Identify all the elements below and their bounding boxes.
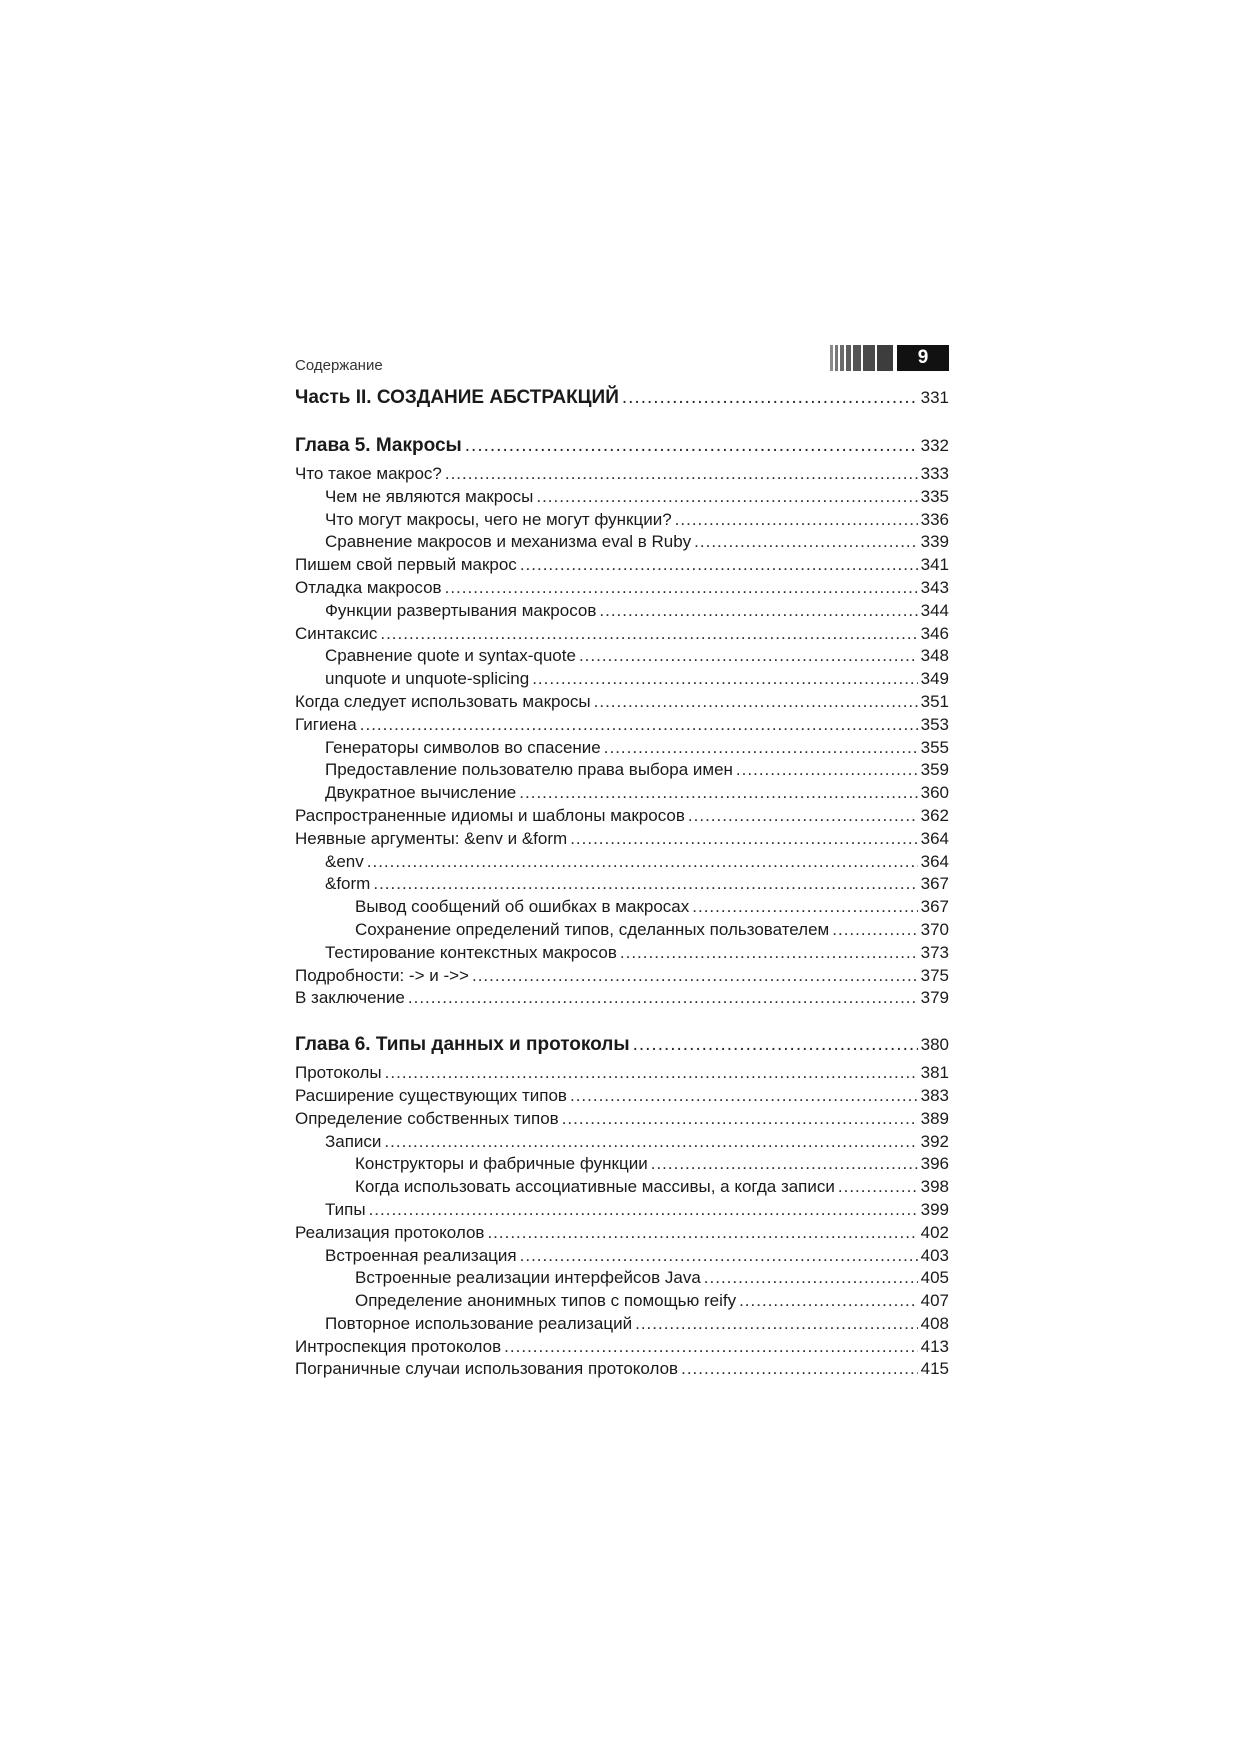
toc-entry-page: 343 [920, 577, 949, 597]
toc-entry-title: Что могут макросы, чего не могут функции? [325, 509, 672, 529]
toc-entry-page: 351 [920, 691, 949, 711]
toc-entry-page: 335 [920, 486, 949, 506]
toc-entry-page: 346 [920, 623, 949, 643]
toc-entry[interactable] [295, 645, 949, 668]
toc-entry-page: 408 [920, 1313, 949, 1333]
running-header [295, 345, 949, 373]
toc-entry[interactable] [295, 1245, 949, 1268]
toc-entry-page: 349 [920, 669, 949, 689]
toc-entry-title: Синтаксис [295, 623, 378, 643]
gradient-segment [840, 345, 844, 371]
toc-entry-page: 373 [920, 942, 949, 962]
toc-entry[interactable] [295, 1358, 949, 1381]
page-number-bar [830, 345, 949, 371]
toc-entry[interactable] [295, 486, 949, 509]
leader-dots [373, 873, 917, 896]
toc-entry[interactable] [295, 1199, 949, 1222]
toc-entry[interactable] [295, 623, 949, 646]
toc-entry-title: Сравнение quote и syntax-quote [325, 646, 576, 666]
leader-dots [520, 554, 918, 577]
toc-entry-title: Глава 5. Макросы [295, 435, 462, 456]
toc-entry-page: 364 [920, 851, 949, 871]
leader-dots [694, 531, 917, 554]
toc-entry[interactable] [295, 463, 949, 486]
toc-entry-title: Повторное использование реализаций [325, 1313, 633, 1333]
leader-dots [445, 577, 918, 600]
toc-entry[interactable] [295, 851, 949, 874]
toc-entry[interactable] [295, 873, 949, 896]
toc-entry-title: Определение собственных типов [295, 1108, 559, 1128]
toc-entry-page: 398 [920, 1177, 949, 1197]
leader-dots [367, 851, 918, 874]
toc-entry-page: 383 [920, 1085, 949, 1105]
toc-entry[interactable] [295, 1267, 949, 1290]
toc-entry-title: unquote и unquote-splicing [325, 669, 530, 689]
leader-dots [620, 942, 918, 965]
toc-entry-page: 375 [920, 965, 949, 985]
toc-entry[interactable] [295, 942, 949, 965]
toc-entry[interactable] [295, 1085, 949, 1108]
leader-dots [360, 714, 918, 737]
toc-entry[interactable] [295, 759, 949, 782]
gradient-segment [846, 345, 851, 371]
leader-dots [536, 486, 917, 509]
leader-dots [688, 805, 918, 828]
toc-entry-title: Когда использовать ассоциативные массивы, а когда записи [355, 1177, 835, 1197]
toc-entry-title: Что такое макрос? [295, 464, 442, 483]
toc-entry-page: 348 [920, 646, 949, 666]
toc-entry-page: 360 [920, 783, 949, 803]
toc-entry-title: Конструкторы и фабричные функции [355, 1154, 648, 1174]
leader-dots [384, 1131, 917, 1154]
toc-entry-title: Подробности: -> и ->> [295, 965, 469, 985]
leader-dots [675, 509, 918, 532]
toc-entry[interactable] [295, 987, 949, 1010]
toc-entry-title: Генераторы символов во спасение [325, 737, 601, 757]
leader-dots [651, 1153, 918, 1176]
toc-entry-page: 355 [920, 737, 949, 757]
leader-dots [504, 1336, 917, 1359]
toc-entry[interactable] [295, 1222, 949, 1245]
toc-entry-title: Записи [325, 1131, 382, 1151]
toc-entry-page: 392 [920, 1131, 949, 1151]
toc-entry-title: Пограничные случаи использования протоколов [295, 1359, 679, 1379]
toc-entry-title: Встроенные реализации интерфейсов Java [355, 1268, 701, 1288]
toc-entry-title: Пишем свой первый макрос [295, 555, 517, 575]
gradient-segment [863, 345, 875, 371]
leader-dots [704, 1267, 918, 1290]
leader-dots [838, 1176, 918, 1199]
toc-entry-title: Распространенные идиомы и шаблоны макросов [295, 805, 685, 825]
leader-dots [633, 1032, 918, 1058]
toc-entry-title: Неявные аргументы: &env и &form [295, 828, 568, 848]
toc-entry[interactable] [295, 1313, 949, 1336]
toc-entry[interactable] [295, 1062, 949, 1085]
leader-dots [380, 623, 917, 646]
leader-dots [739, 1290, 918, 1313]
toc-entry-page: 367 [920, 874, 949, 894]
toc-entry[interactable] [295, 919, 949, 942]
toc-entry-title: Отладка макросов [295, 577, 442, 597]
toc-entry-page: 415 [920, 1359, 949, 1379]
toc-entry-page: 339 [920, 532, 949, 552]
toc-entry[interactable] [295, 1176, 949, 1199]
toc-entry-page: 380 [920, 1035, 949, 1055]
leader-dots [520, 1245, 918, 1268]
toc-entry[interactable] [295, 509, 949, 532]
leader-dots [472, 965, 918, 988]
toc-entry[interactable] [295, 1108, 949, 1131]
gradient-segment [853, 345, 861, 371]
toc-entry-page: 341 [920, 555, 949, 575]
leader-dots [408, 987, 918, 1010]
toc-entry-page: 359 [920, 760, 949, 780]
toc-entry-page: 370 [920, 919, 949, 939]
leader-dots [532, 668, 917, 691]
toc-entry-title: Встроенная реализация [325, 1245, 517, 1265]
toc-chapter-entry[interactable] [295, 433, 949, 459]
toc-entry-title: Вывод сообщений об ошибках в макросах [355, 897, 690, 917]
leader-dots [635, 1313, 918, 1336]
toc-entry-page: 405 [920, 1268, 949, 1288]
toc-entry-title: Предоставление пользователю права выбора имен [325, 760, 733, 780]
toc-entry-title: Реализация протоколов [295, 1222, 485, 1242]
gradient-segment [830, 345, 833, 371]
toc-part-entry[interactable] [295, 385, 949, 411]
toc-entry-page: 407 [920, 1291, 949, 1311]
header-title: Содержание [295, 357, 383, 374]
toc-entry-title: Расширение существующих типов [295, 1085, 567, 1105]
toc-entry-title: Интроспекция протоколов [295, 1336, 502, 1356]
leader-dots [622, 385, 918, 411]
toc-entry-page: 367 [920, 897, 949, 917]
gradient-segment [835, 345, 838, 371]
toc-entry[interactable] [295, 691, 949, 714]
toc-entry[interactable] [295, 1336, 949, 1359]
leader-dots [385, 1062, 918, 1085]
toc-entry-page: 353 [920, 714, 949, 734]
toc-entry[interactable] [295, 1290, 949, 1313]
toc-entry-title: Сохранение определений типов, сделанных пользователем [355, 919, 830, 939]
toc-entry-page: 331 [920, 388, 949, 407]
toc-entry[interactable] [295, 600, 949, 623]
toc-entry-page: 379 [920, 988, 949, 1008]
toc-entry-page: 399 [920, 1199, 949, 1219]
toc-entry-title: Протоколы [295, 1063, 382, 1083]
leader-dots [832, 919, 917, 942]
leader-dots [599, 600, 917, 623]
leader-dots [579, 645, 918, 668]
leader-dots [487, 1222, 917, 1245]
leader-dots [445, 463, 918, 486]
gradient-segment [877, 345, 893, 371]
toc-entry-title: Гигиена [295, 714, 357, 734]
toc-entry[interactable] [295, 737, 949, 760]
toc-entry[interactable] [295, 965, 949, 988]
toc-entry-title: Часть II. СОЗДАНИЕ АБСТРАКЦИЙ [295, 387, 619, 408]
toc-entry-title: Чем не являются макросы [325, 486, 534, 506]
toc-entry-page: 336 [920, 509, 949, 529]
toc-entry-page: 333 [920, 464, 949, 483]
leader-dots [369, 1199, 918, 1222]
toc-entry-title: Глава 6. Типы данных и протоколы [295, 1034, 630, 1056]
toc-entry-title: Типы [325, 1199, 366, 1219]
toc-entry-page: 344 [920, 600, 949, 620]
toc-entry[interactable] [295, 554, 949, 577]
toc-entry[interactable] [295, 1153, 949, 1176]
leader-dots [519, 782, 917, 805]
toc-entry-page: 396 [920, 1154, 949, 1174]
toc-entry-page: 402 [920, 1222, 949, 1242]
toc-entry[interactable] [295, 531, 949, 554]
toc-entry-page: 364 [920, 828, 949, 848]
toc-entry-title: Функции развертывания макросов [325, 600, 597, 620]
leader-dots [562, 1108, 918, 1131]
toc-entry[interactable] [295, 828, 949, 851]
toc-entry-title: &form [325, 874, 371, 894]
leader-dots [604, 737, 918, 760]
toc-entry-page: 403 [920, 1245, 949, 1265]
toc-entry-title: В заключение [295, 988, 405, 1008]
toc-entry[interactable] [295, 805, 949, 828]
toc-entry-page: 389 [920, 1108, 949, 1128]
toc-entry-page: 362 [920, 805, 949, 825]
leader-dots [465, 433, 918, 459]
leader-dots [570, 828, 917, 851]
leader-dots [692, 896, 917, 919]
toc-entry-title: Сравнение макросов и механизма eval в Ruby [325, 532, 692, 552]
toc-entry-title: Двукратное вычисление [325, 783, 517, 803]
toc-entry[interactable] [295, 577, 949, 600]
toc-entry-title: Тестирование контекстных макросов [325, 942, 617, 962]
toc-chapter-entry[interactable] [295, 1032, 949, 1058]
toc-entry[interactable] [295, 896, 949, 919]
leader-dots [570, 1085, 918, 1108]
leader-dots [594, 691, 918, 714]
leader-dots [736, 759, 918, 782]
toc-entry[interactable] [295, 714, 949, 737]
toc-entry-page: 332 [920, 436, 949, 455]
toc-entry-title: Когда следует использовать макросы [295, 691, 591, 711]
toc-page [295, 345, 949, 1381]
leader-dots [681, 1358, 918, 1381]
toc-entry[interactable] [295, 1131, 949, 1154]
toc-entry-page: 413 [920, 1336, 949, 1356]
toc-entry-title: Определение анонимных типов с помощью reify [355, 1291, 737, 1311]
toc-entry-title: &env [325, 851, 364, 871]
toc-entry[interactable] [295, 668, 949, 691]
toc-entry-page: 381 [920, 1063, 949, 1083]
toc-entry[interactable] [295, 782, 949, 805]
page-number: 9 [897, 345, 949, 371]
